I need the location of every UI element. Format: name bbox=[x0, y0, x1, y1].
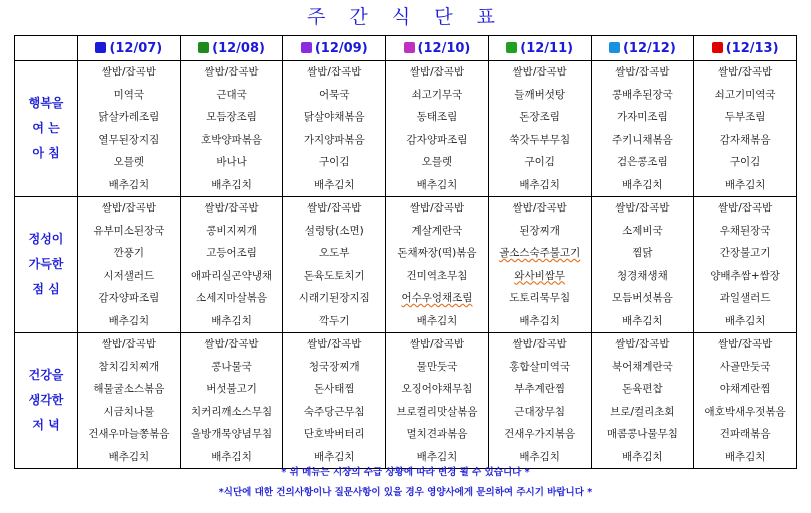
menu-item: 돈사태찜 bbox=[313, 383, 355, 395]
menu-item: 물만둣국 bbox=[416, 360, 458, 373]
menu-item: 사골만둣국 bbox=[719, 360, 771, 373]
menu-item: 청경채생채 bbox=[617, 269, 668, 282]
day-header-0 bbox=[78, 36, 181, 61]
gift-icon bbox=[404, 42, 415, 53]
day-date-label: (12/12) bbox=[622, 40, 676, 56]
menu-item: 쌀밥/잡곡밥 bbox=[204, 338, 259, 350]
menu-item: 콩나물국 bbox=[211, 360, 252, 373]
menu-item: 쌀밥/잡곡밥 bbox=[409, 202, 465, 214]
menu-cell bbox=[180, 61, 283, 197]
menu-item: 된장찌개 bbox=[519, 224, 560, 237]
menu-cell bbox=[78, 197, 181, 333]
menu-item: 배추김치 bbox=[313, 178, 355, 191]
menu-item: 감자양파조림 bbox=[406, 133, 468, 146]
meal-label-line: 건강을 bbox=[28, 368, 64, 382]
menu-item: 단호박버터리 bbox=[303, 428, 365, 440]
menu-item: 북어채계란국 bbox=[611, 360, 673, 373]
menu-item: 쌀밥/잡곡밥 bbox=[409, 66, 465, 78]
menu-item: 깍두기 bbox=[319, 314, 350, 327]
menu-item: 쌀밥/잡곡밥 bbox=[717, 202, 773, 214]
menu-item: 배추김치 bbox=[724, 314, 766, 327]
menu-item: 소세지마살볶음 bbox=[196, 292, 268, 304]
menu-item: 골소스숙주불고기 bbox=[499, 247, 581, 259]
corner-cell bbox=[15, 36, 78, 61]
menu-item: 건미역초무침 bbox=[406, 269, 468, 282]
menu-cell bbox=[694, 61, 797, 197]
meal-label bbox=[15, 333, 78, 469]
menu-cell bbox=[78, 333, 181, 469]
day-date-label: (12/08) bbox=[212, 40, 265, 56]
menu-item: 애파리실곤약냉채 bbox=[190, 269, 273, 282]
menu-item: 우채된장국 bbox=[719, 224, 771, 237]
cup-icon bbox=[506, 42, 517, 53]
meal-label-line: 저 녁 bbox=[32, 418, 60, 432]
menu-item: 가자미조림 bbox=[617, 111, 668, 123]
menu-item: 해물굴소스볶음 bbox=[93, 383, 165, 395]
menu-item: 두부조림 bbox=[724, 111, 766, 123]
menu-item: 감자양파조림 bbox=[98, 292, 160, 304]
day-date-label: (12/07) bbox=[109, 40, 163, 56]
menu-item: 쌀밥/잡곡밥 bbox=[717, 338, 773, 350]
meal-label bbox=[15, 197, 78, 333]
menu-item: 배추김치 bbox=[519, 450, 560, 463]
day-date-label: (12/13) bbox=[725, 40, 779, 56]
menu-item: 울방개묵양념무침 bbox=[190, 428, 273, 440]
menu-item: 쌀밥/잡곡밥 bbox=[409, 338, 465, 350]
day-date-label: (12/10) bbox=[417, 40, 471, 56]
menu-cell bbox=[283, 197, 386, 333]
menu-item: 쌀밥/잡곡밥 bbox=[101, 202, 156, 214]
menu-item: 배추김치 bbox=[519, 178, 560, 191]
menu-item: 구이김 bbox=[729, 156, 761, 168]
menu-item: 배추김치 bbox=[211, 314, 252, 327]
menu-item: 시저샐러드 bbox=[103, 269, 155, 282]
menu-item: 애호박새우젓볶음 bbox=[704, 405, 786, 418]
menu-item: 시금치나물 bbox=[103, 405, 155, 418]
menu-item: 닭살카레조림 bbox=[98, 111, 160, 123]
menu-item: 쌀밥/잡곡밥 bbox=[307, 66, 362, 78]
menu-item: 배추김치 bbox=[108, 450, 150, 463]
menu-item: 콩비지찌개 bbox=[206, 224, 257, 237]
meal-row-1 bbox=[15, 197, 797, 333]
menu-cell bbox=[488, 333, 591, 469]
menu-item: 오믈렛 bbox=[113, 156, 145, 168]
menu-item: 소제비국 bbox=[622, 224, 663, 237]
menu-item: 오도부 bbox=[319, 247, 350, 259]
meal-row-0 bbox=[15, 61, 797, 197]
menu-item: 브로/컬리초회 bbox=[610, 405, 675, 418]
menu-item: 시래기된장지짐 bbox=[298, 292, 370, 304]
menu-item: 쌀밥/잡곡밥 bbox=[101, 66, 156, 78]
menu-item: 쌀밥/잡곡밥 bbox=[307, 202, 362, 214]
menu-item: 버섯불고기 bbox=[206, 383, 257, 395]
menu-item: 설렁탕(소면) bbox=[304, 224, 364, 237]
menu-item: 오믈렛 bbox=[421, 156, 453, 168]
menu-item: 배추김치 bbox=[622, 178, 663, 191]
day-header-2 bbox=[283, 36, 386, 61]
car-icon bbox=[198, 42, 209, 53]
menu-cell bbox=[386, 61, 489, 197]
menu-item: 배추김치 bbox=[622, 314, 663, 327]
menu-item: 쌀밥/잡곡밥 bbox=[204, 66, 259, 78]
menu-item: 쌀밥/잡곡밥 bbox=[204, 202, 259, 214]
page-title: 주 간 식 단 표 bbox=[307, 6, 504, 28]
menu-item: 동태조림 bbox=[416, 111, 458, 123]
menu-cell bbox=[591, 197, 694, 333]
menu-item: 과일샐러드 bbox=[719, 292, 771, 304]
menu-item: 배추김치 bbox=[622, 450, 663, 463]
menu-item: 매콤콩나물무침 bbox=[606, 428, 678, 440]
menu-cell bbox=[591, 61, 694, 197]
menu-item: 배추김치 bbox=[416, 178, 458, 191]
menu-item: 건새우마늘쫑볶음 bbox=[88, 428, 170, 440]
menu-item: 도토리묵무침 bbox=[509, 292, 571, 304]
day-header-4 bbox=[488, 36, 591, 61]
menu-item: 쌀밥/잡곡밥 bbox=[717, 66, 773, 78]
cake-icon bbox=[95, 42, 106, 53]
meal-label bbox=[15, 61, 78, 197]
menu-item: 홍합살미역국 bbox=[509, 360, 571, 373]
menu-item: 쇠고기미역국 bbox=[714, 88, 776, 101]
menu-item: 바나나 bbox=[216, 156, 247, 168]
menu-item: 쌀밥/잡곡밥 bbox=[101, 338, 156, 350]
menu-item: 멸치견과볶음 bbox=[406, 428, 468, 440]
menu-item: 참치김치찌개 bbox=[98, 360, 160, 373]
menu-item: 닭살야채볶음 bbox=[303, 111, 365, 123]
menu-item: 건새우가지볶음 bbox=[504, 428, 576, 440]
menu-item: 들깨버섯탕 bbox=[514, 88, 566, 101]
menu-item: 구이김 bbox=[524, 156, 555, 168]
menu-item: 브로컬리맛살볶음 bbox=[396, 405, 478, 418]
menu-cell bbox=[180, 197, 283, 333]
menu-item: 쑥갓두부무침 bbox=[509, 133, 571, 146]
menu-item: 가지양파볶음 bbox=[303, 133, 365, 146]
menu-item: 배추김치 bbox=[313, 450, 355, 463]
meal-row-2 bbox=[15, 333, 797, 469]
menu-item: 감자채볶음 bbox=[719, 133, 771, 146]
menu-item: 숙주당근무침 bbox=[303, 405, 365, 418]
menu-item: 배추김치 bbox=[108, 314, 150, 327]
menu-item: 양배추쌈+쌈장 bbox=[710, 269, 780, 282]
menu-item: 고등어조림 bbox=[206, 247, 257, 259]
menu-item: 와사비쌈무 bbox=[514, 269, 566, 282]
menu-item: 근대국 bbox=[216, 88, 247, 101]
header-row bbox=[15, 36, 797, 61]
menu-item: 부추계란찜 bbox=[514, 383, 566, 395]
menu-item: 돈육편찹 bbox=[622, 383, 663, 395]
menu-item: 호박양파볶음 bbox=[201, 133, 262, 146]
menu-cell bbox=[591, 333, 694, 469]
menu-item: 모듬버섯볶음 bbox=[611, 292, 673, 304]
menu-cell bbox=[283, 333, 386, 469]
menu-item: 건파래볶음 bbox=[719, 428, 771, 440]
menu-item: 쌀밥/잡곡밥 bbox=[307, 338, 362, 350]
menu-item: 쇠고기무국 bbox=[411, 88, 463, 101]
bell-icon bbox=[301, 42, 312, 53]
menu-item: 청국장찌개 bbox=[308, 360, 360, 373]
menu-item: 깐풍기 bbox=[113, 247, 145, 259]
menu-item: 계살계란국 bbox=[411, 224, 463, 237]
menu-item: 미역국 bbox=[113, 88, 145, 101]
menu-item: 돈장조림 bbox=[519, 111, 560, 123]
menu-cell bbox=[283, 61, 386, 197]
star-icon bbox=[712, 42, 723, 53]
menu-item: 쌀밥/잡곡밥 bbox=[615, 66, 670, 78]
meal-label-line: 행복을 bbox=[28, 96, 64, 110]
menu-item: 찜닭 bbox=[632, 247, 653, 259]
menu-item: 유부미소된장국 bbox=[93, 224, 165, 237]
day-header-6 bbox=[694, 36, 797, 61]
menu-item: 쌀밥/잡곡밥 bbox=[512, 202, 567, 214]
menu-item: 콩배추된장국 bbox=[611, 88, 673, 101]
menu-item: 배추김치 bbox=[724, 178, 766, 191]
meal-label-line: 정성이 bbox=[28, 232, 64, 246]
weekly-menu-table bbox=[14, 35, 797, 469]
menu-item: 쌀밥/잡곡밥 bbox=[615, 202, 670, 214]
menu-item: 모듬장조림 bbox=[206, 111, 257, 123]
menu-item: 배추김치 bbox=[724, 450, 766, 463]
menu-cell bbox=[694, 333, 797, 469]
menu-item: 치커리깨소스무침 bbox=[190, 405, 273, 418]
day-date-label: (12/11) bbox=[520, 40, 574, 56]
menu-item: 배추김치 bbox=[211, 178, 252, 191]
menu-item: 열무된장지짐 bbox=[98, 133, 160, 146]
menu-item: 야채계란찜 bbox=[719, 383, 771, 395]
menu-item: 배추김치 bbox=[416, 450, 458, 463]
menu-item: 돈육도토치기 bbox=[303, 269, 365, 282]
menu-cell bbox=[78, 61, 181, 197]
menu-body bbox=[15, 61, 797, 469]
day-date-label: (12/09) bbox=[314, 40, 368, 56]
menu-item: 검은콩조림 bbox=[617, 156, 668, 168]
menu-cell bbox=[488, 197, 591, 333]
menu-item: 쌀밥/잡곡밥 bbox=[512, 66, 567, 78]
menu-cell bbox=[386, 197, 489, 333]
menu-item: 배추김치 bbox=[211, 450, 252, 463]
meal-label-line: 아 침 bbox=[32, 146, 60, 160]
menu-item: 구이김 bbox=[319, 156, 350, 168]
menu-item: 배추김치 bbox=[416, 314, 458, 327]
menu-cell bbox=[180, 333, 283, 469]
flag-icon bbox=[609, 42, 620, 53]
menu-item: 근대장무침 bbox=[514, 405, 566, 418]
meal-label-line: 점 심 bbox=[32, 282, 60, 296]
menu-item: 배추김치 bbox=[108, 178, 150, 191]
meal-label-line: 여 는 bbox=[32, 121, 60, 135]
meal-label-line: 생각한 bbox=[28, 393, 64, 407]
menu-item: 어수우엉채조림 bbox=[401, 292, 473, 304]
menu-item: 오징어야채무침 bbox=[401, 383, 473, 395]
day-header-5 bbox=[591, 36, 694, 61]
menu-item: 쌀밥/잡곡밥 bbox=[512, 338, 567, 350]
day-header-1 bbox=[180, 36, 283, 61]
menu-item: 쌀밥/잡곡밥 bbox=[615, 338, 670, 350]
menu-cell bbox=[488, 61, 591, 197]
menu-item: 돈채짜장(떡)볶음 bbox=[397, 247, 477, 259]
day-header-3 bbox=[386, 36, 489, 61]
menu-cell bbox=[386, 333, 489, 469]
menu-cell bbox=[694, 197, 797, 333]
notice-menu-change: * 위 메뉴는 시장의 수급 상황에 따라 변경 될 수 있습니다 * bbox=[281, 467, 530, 478]
menu-item: 주키니채볶음 bbox=[611, 133, 673, 146]
menu-item: 어묵국 bbox=[319, 88, 350, 101]
menu-item: 배추김치 bbox=[519, 314, 560, 327]
menu-item: 간장불고기 bbox=[719, 247, 771, 259]
meal-label-line: 가득한 bbox=[28, 257, 64, 271]
notice-contact-dietitian: *식단에 대한 건의사항이나 질문사항이 있을 경우 영양사에게 문의하여 주시기 바랍니다 * bbox=[218, 487, 593, 498]
